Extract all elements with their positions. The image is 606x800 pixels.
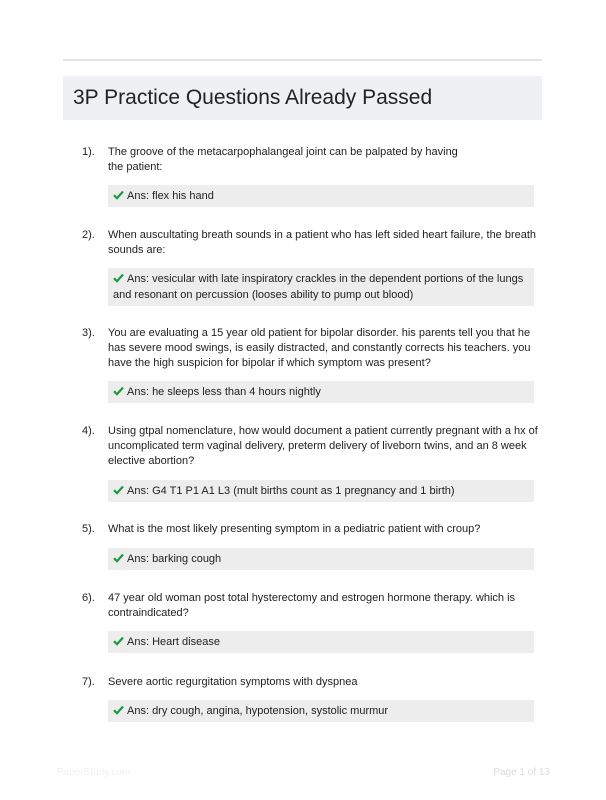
question-number: 1). xyxy=(82,146,95,158)
answer-box xyxy=(108,700,534,722)
checkmark-icon xyxy=(113,636,124,646)
answer-box xyxy=(108,631,534,653)
question-text: Using gtpal nomenclature, how would document a patient currently pregnant with a hx of uncomplicated term vaginal delivery, preterm delivery of liveborn twins, and an 8 week elective abortion? xyxy=(108,425,538,467)
question-text: What is the most likely presenting symptom in a pediatric patient with croup? xyxy=(108,523,481,535)
answer-box xyxy=(108,381,534,403)
question-text: The groove of the metacarpophalangeal joint can be palpated by having the patient: xyxy=(108,146,458,173)
checkmark-icon xyxy=(113,705,124,715)
checkmark-icon xyxy=(113,553,124,563)
answer-text: Ans: barking cough xyxy=(127,553,222,565)
question-number: 6). xyxy=(82,592,95,604)
question-text: You are evaluating a 15 year old patient for bipolar disorder. his parents tell you that he has severe mood swings, is easily distracted, and constantly corrects his teachers. you have the high suspicion for bipolar if which symptom was present? xyxy=(108,327,531,369)
page-indicator: Page 1 of 13 xyxy=(493,767,550,778)
question-number: 7). xyxy=(82,676,95,688)
question-text: 47 year old woman post total hysterectomy and estrogen hormone therapy. which is contraindicated? xyxy=(108,592,516,619)
answer-text: Ans: Heart disease xyxy=(127,636,220,648)
top-divider xyxy=(63,59,542,61)
answer-text: Ans: G4 T1 P1 A1 L3 (mult births count as 1 pregnancy and 1 birth) xyxy=(127,485,455,497)
footer-watermark: PaperStudy.com xyxy=(57,767,131,778)
title-banner xyxy=(63,76,542,120)
question-text: Severe aortic regurgitation symptoms with dyspnea xyxy=(108,676,358,688)
checkmark-icon xyxy=(113,485,124,495)
answer-text: Ans: dry cough, angina, hypotension, systolic murmur xyxy=(127,705,389,717)
answer-box xyxy=(108,480,534,502)
question-number: 2). xyxy=(82,229,95,241)
checkmark-icon xyxy=(113,386,124,396)
checkmark-icon xyxy=(113,273,124,283)
question-text: When auscultating breath sounds in a patient who has left sided heart failure, the breath sounds are: xyxy=(108,229,537,256)
question-number: 5). xyxy=(82,523,95,535)
checkmark-icon xyxy=(113,190,124,200)
answer-box xyxy=(108,185,534,207)
question-number: 3). xyxy=(82,327,95,339)
page-title: 3P Practice Questions Already Passed xyxy=(73,86,433,109)
answer-box xyxy=(108,548,534,570)
answer-box xyxy=(108,268,534,306)
answer-text: Ans: flex his hand xyxy=(127,190,214,202)
question-number: 4). xyxy=(82,425,95,437)
answer-text: Ans: he sleeps less than 4 hours nightly xyxy=(127,386,321,398)
answer-text: Ans: vesicular with late inspiratory crackles in the dependent portions of the lungs and resonant on percussion (looses ability to pump out blood) xyxy=(113,273,524,301)
